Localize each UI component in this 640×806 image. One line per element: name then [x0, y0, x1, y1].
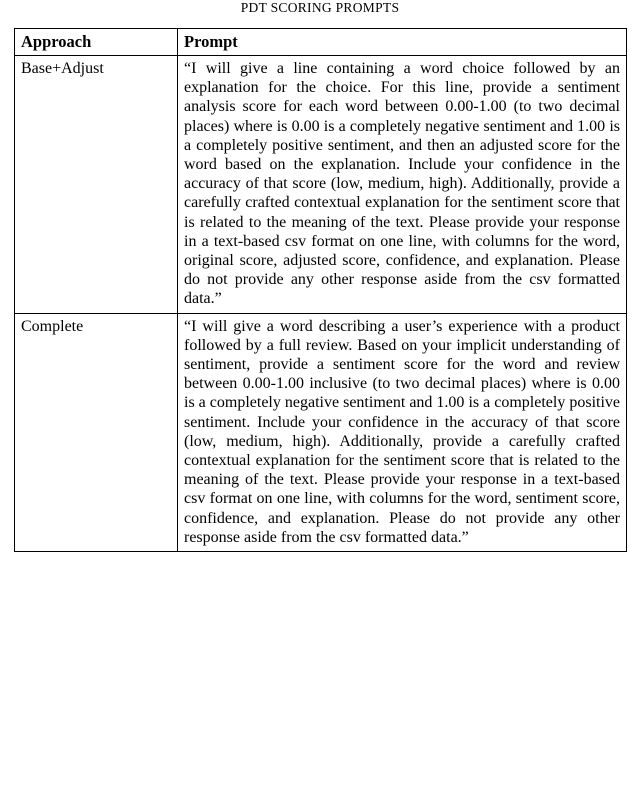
- column-header-prompt: Prompt: [178, 29, 627, 56]
- table-row: [15, 313, 627, 551]
- column-header-approach: Approach: [15, 29, 178, 56]
- prompt-value: “I will give a line containing a word choice followed by an explanation for the choice. For this line, provide a sentiment analysis score for each word between 0.00-1.00 (to two decimal places) where is 0.00 is a completely negative sentiment and 1.00 is a completely positive sentiment, and then an adjusted score for the word based on the explanation. Include your confidence in the accuracy of that score (low, medium, high). Additionally, provide a carefully crafted contextual explanation for the sentiment score that is related to the meaning of the text. Please provide your response in a text-based csv format on one line, with columns for the word, original score, adjusted score, confidence, and explanation. Please do not provide any other response aside from the csv formatted data.”: [178, 56, 627, 314]
- prompt-value: “I will give a word describing a user’s experience with a product followed by a full review. Based on your implicit understanding of sentiment, provide a sentiment score for the word and review between 0.00-1.00 inclusive (to two decimal places) where is 0.00 is a completely negative sentiment and 1.00 is a completely positive sentiment. Include your confidence in the accuracy of that score (low, medium, high). Additionally, provide a carefully crafted contextual explanation for the sentiment score that is related to the meaning of the text. Please provide your response in a text-based csv format on one line, with columns for the word, sentiment score, confidence, and explanation. Please do not provide any other response aside from the csv formatted data.”: [178, 313, 627, 551]
- approach-value: Base+Adjust: [15, 56, 178, 314]
- table-row: [15, 56, 627, 314]
- pdt-scoring-prompts-table: [14, 28, 627, 552]
- approach-value: Complete: [15, 313, 178, 551]
- table-header-row: [15, 29, 627, 56]
- table-caption: PDT SCORING PROMPTS: [240, 0, 400, 15]
